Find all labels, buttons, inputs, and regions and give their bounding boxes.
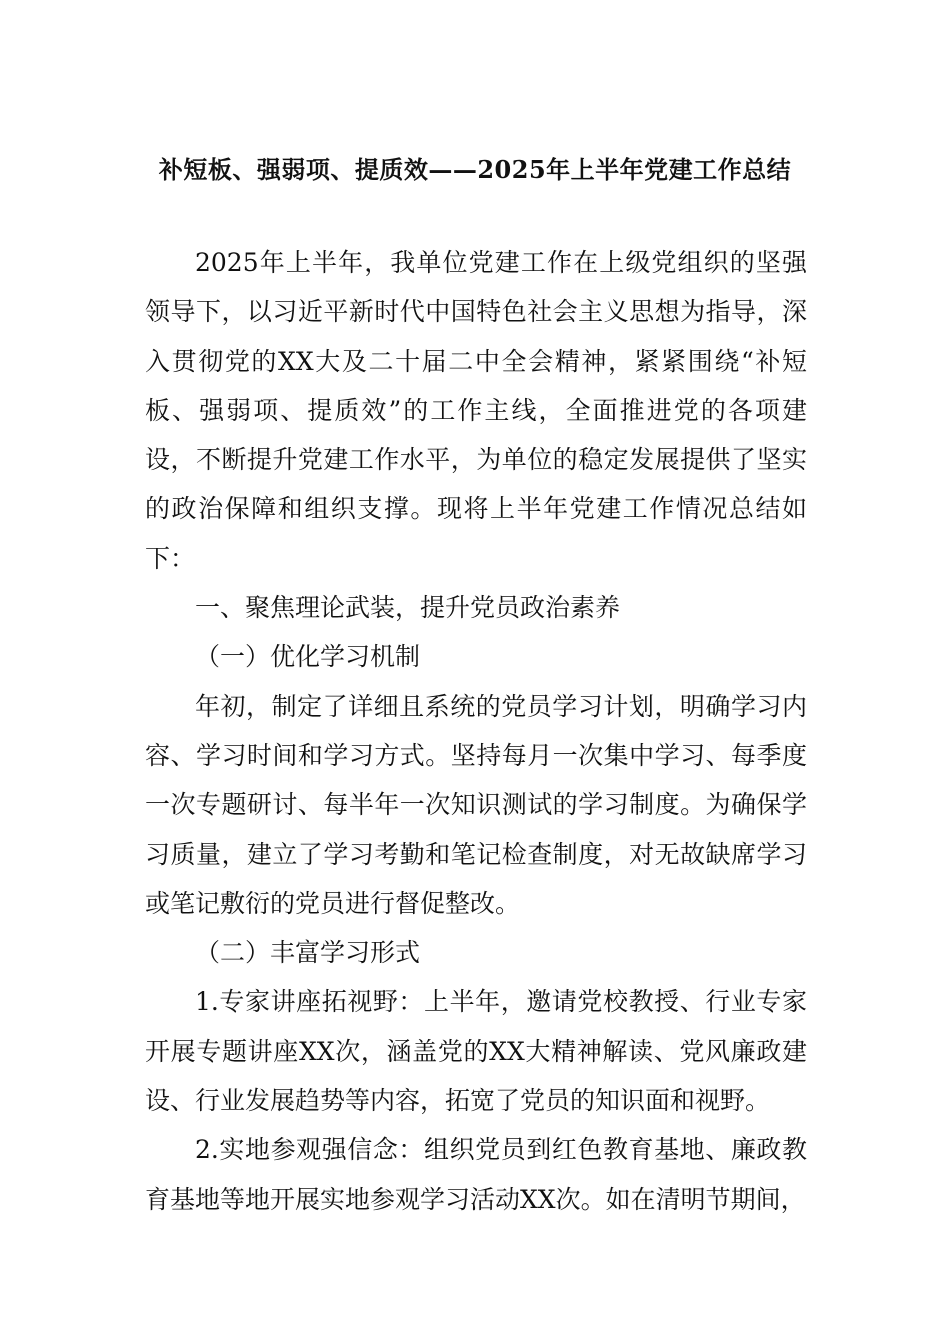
list-item-2-paragraph: 2.实地参观强信念：组织党员到红色教育基地、廉政教育基地等地开展实地参观学习活动XX次。如在清明节期间， (145, 1135, 807, 1214)
section-heading-1: 一、聚焦理论武装，提升党员政治素养 (195, 593, 621, 623)
document-title: 补短板、强弱项、提质效——2025年上半年党建工作总结 (158, 155, 792, 184)
subsection-heading-2: （二）丰富学习形式 (195, 938, 421, 968)
document-body (145, 238, 807, 1224)
subsection-1-paragraph: 年初，制定了详细且系统的党员学习计划，明确学习内容、学习时间和学习方式。坚持每月一次集中学习、每季度一次专题研讨、每半年一次知识测试的学习制度。为确保学习质量，建立了学习考勤和笔记检查制度，对无故缺席学习或笔记敷衍的党员进行督促整改。 (145, 691, 807, 918)
subsection-heading-1: （一）优化学习机制 (195, 642, 421, 672)
list-item-1-paragraph: 1.专家讲座拓视野：上半年，邀请党校教授、行业专家开展专题讲座XX次，涵盖党的XX大精神解读、党风廉政建设、行业发展趋势等内容，拓宽了党员的知识面和视野。 (145, 987, 807, 1116)
intro-paragraph: 2025年上半年，我单位党建工作在上级党组织的坚强领导下，以习近平新时代中国特色社会主义思想为指导，深入贯彻党的XX大及二十届二中全会精神，紧紧围绕“补短板、强弱项、提质效”的工作主线，全面推进党的各项建设，不断提升党建工作水平，为单位的稳定发展提供了坚实的政治保障和组织支撑。现将上半年党建工作情况总结如下： (145, 248, 807, 573)
